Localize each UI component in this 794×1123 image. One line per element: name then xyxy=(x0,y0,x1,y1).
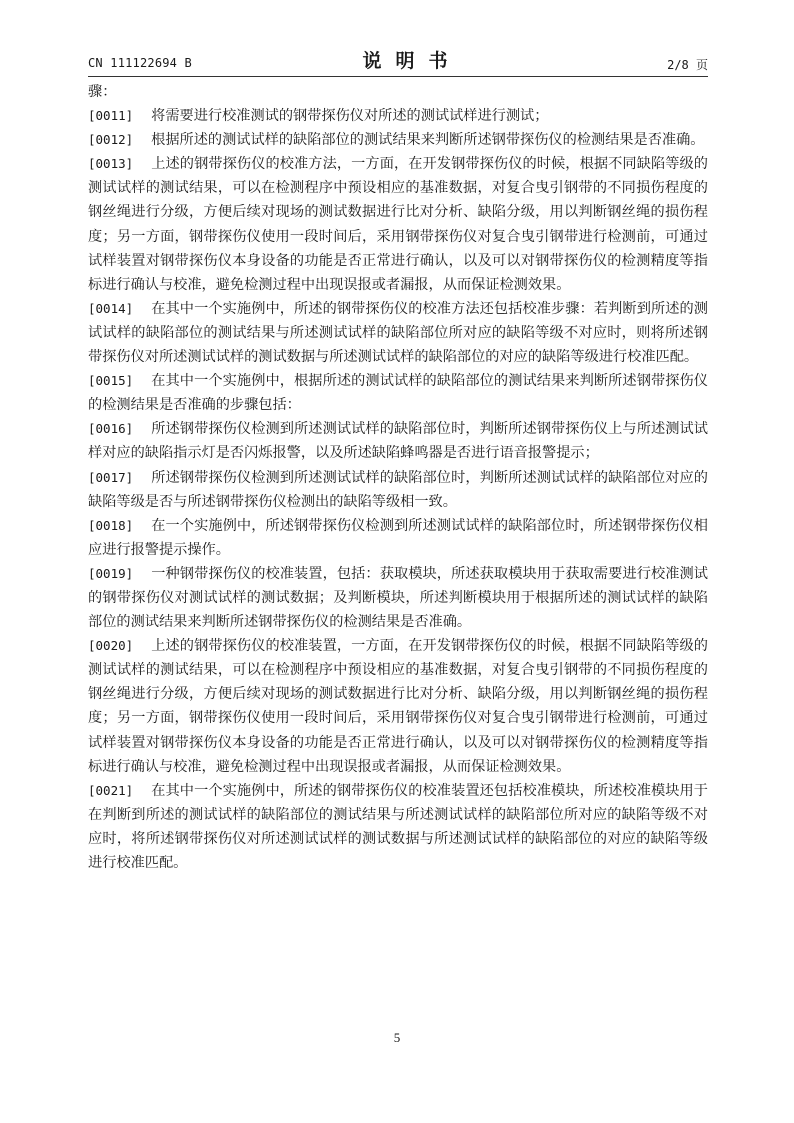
paragraph-number: [0014] xyxy=(88,300,134,316)
paragraph-text: 在其中一个实施例中，根据所述的测试试样的缺陷部位的测试结果来判断所述钢带探伤仪的检测结果是否准确的步骤包括： xyxy=(88,373,708,414)
paragraph-number: [0016] xyxy=(88,421,134,437)
paragraph-number: [0019] xyxy=(88,565,134,581)
paragraph-number: [0021] xyxy=(88,782,134,798)
paragraph-text: 在其中一个实施例中，所述的钢带探伤仪的校准方法还包括校准步骤：若判断到所述的测试试样的缺陷部位的测试结果与所述测试试样的缺陷部位所对应的缺陷等级不对应时，则将所述钢带探伤仪对所述测试试样的测试数据与所述测试试样的缺陷部位的对应的缺陷等级进行校准匹配。 xyxy=(88,300,708,366)
paragraph-number: [0015] xyxy=(88,373,134,389)
paragraph xyxy=(88,466,708,514)
paragraph xyxy=(88,104,708,128)
page-indicator: 2/8 页 xyxy=(667,58,708,72)
paragraph-text: 根据所述的测试试样的缺陷部位的测试结果来判断所述钢带探伤仪的检测结果是否准确。 xyxy=(151,132,705,149)
paragraph-number: [0020] xyxy=(88,638,134,654)
paragraph-text: 在一个实施例中，所述钢带探伤仪检测到所述测试试样的缺陷部位时，所述钢带探伤仪相应进行报警提示操作。 xyxy=(88,517,708,558)
paragraph xyxy=(88,417,708,465)
paragraph-text: 上述的钢带探伤仪的校准装置，一方面，在开发钢带探伤仪的时候，根据不同缺陷等级的测试试样的测试结果，可以在检测程序中预设相应的基准数据，对复合曳引钢带的不同损伤程度的钢丝绳进行分级，方便后续对现场的测试数据进行比对分析、缺陷分级，用以判断钢丝绳的损伤程度；另一方面，钢带探伤仪使用一段时间后，采用钢带探伤仪对复合曳引钢带进行检测前，可通过试样装置对钢带探伤仪本身设备的功能是否正常进行确认，以及可以对钢带探伤仪的检测精度等指标进行确认与校准，避免检测过程中出现误报或者漏报，从而保证检测效果。 xyxy=(88,638,708,775)
paragraph-text: 所述钢带探伤仪检测到所述测试试样的缺陷部位时，判断所述测试试样的缺陷部位对应的缺陷等级是否与所述钢带探伤仪检测出的缺陷等级相一致。 xyxy=(88,469,708,510)
page-header xyxy=(88,46,708,74)
page-title: 说明书 xyxy=(362,50,462,72)
paragraph-text: 在其中一个实施例中，所述的钢带探伤仪的校准装置还包括校准模块，所述校准模块用于在判断到所述的测试试样的缺陷部位的测试结果与所述测试试样的缺陷部位所对应的缺陷等级不对应时，将所述钢带探伤仪对所述测试试样的测试数据与所述测试试样的缺陷部位的对应的缺陷等级进行校准匹配。 xyxy=(88,782,708,871)
paragraph xyxy=(88,80,708,104)
paragraph-text: 骤： xyxy=(88,84,117,100)
paragraph xyxy=(88,369,708,417)
paragraph xyxy=(88,634,708,779)
paragraph-number: [0018] xyxy=(88,517,134,533)
page-number: 5 xyxy=(393,1030,401,1045)
paragraph-number: [0012] xyxy=(88,132,134,148)
paragraph xyxy=(88,297,708,369)
paragraph xyxy=(88,128,708,152)
paragraph-text: 将需要进行校准测试的钢带探伤仪对所述的测试试样进行测试； xyxy=(151,108,549,125)
paragraph-text: 一种钢带探伤仪的校准装置，包括：获取模块，所述获取模块用于获取需要进行校准测试的钢带探伤仪对测试试样的测试数据；及判断模块，所述判断模块用于根据所述的测试试样的缺陷部位的测试结果来判断所述钢带探伤仪的检测结果是否准确。 xyxy=(88,565,708,631)
paragraph-text: 上述的钢带探伤仪的校准方法，一方面，在开发钢带探伤仪的时候，根据不同缺陷等级的测试试样的测试结果，可以在检测程序中预设相应的基准数据，对复合曳引钢带的不同损伤程度的钢丝绳进行分级，方便后续对现场的测试数据进行比对分析、缺陷分级，用以判断钢丝绳的损伤程度；另一方面，钢带探伤仪使用一段时间后，采用钢带探伤仪对复合曳引钢带进行检测前，可通过试样装置对钢带探伤仪本身设备的功能是否正常进行确认，以及可以对钢带探伤仪的检测精度等指标进行确认与校准，避免检测过程中出现误报或者漏报，从而保证检测效果。 xyxy=(88,156,708,293)
paragraph-number: [0011] xyxy=(88,108,134,124)
paragraph-text: 所述钢带探伤仪检测到所述测试试样的缺陷部位时，判断所述钢带探伤仪上与所述测试试样对应的缺陷指示灯是否闪烁报警，以及所述缺陷蜂鸣器是否进行语音报警提示； xyxy=(88,421,708,462)
header-divider xyxy=(88,76,708,77)
paragraph xyxy=(88,562,708,634)
paragraph-number: [0017] xyxy=(88,469,134,485)
paragraph xyxy=(88,152,708,297)
paragraph xyxy=(88,514,708,562)
document-body xyxy=(88,80,708,875)
paragraph-number: [0013] xyxy=(88,156,134,172)
patent-number: CN 111122694 B xyxy=(88,56,192,70)
paragraph xyxy=(88,779,708,875)
